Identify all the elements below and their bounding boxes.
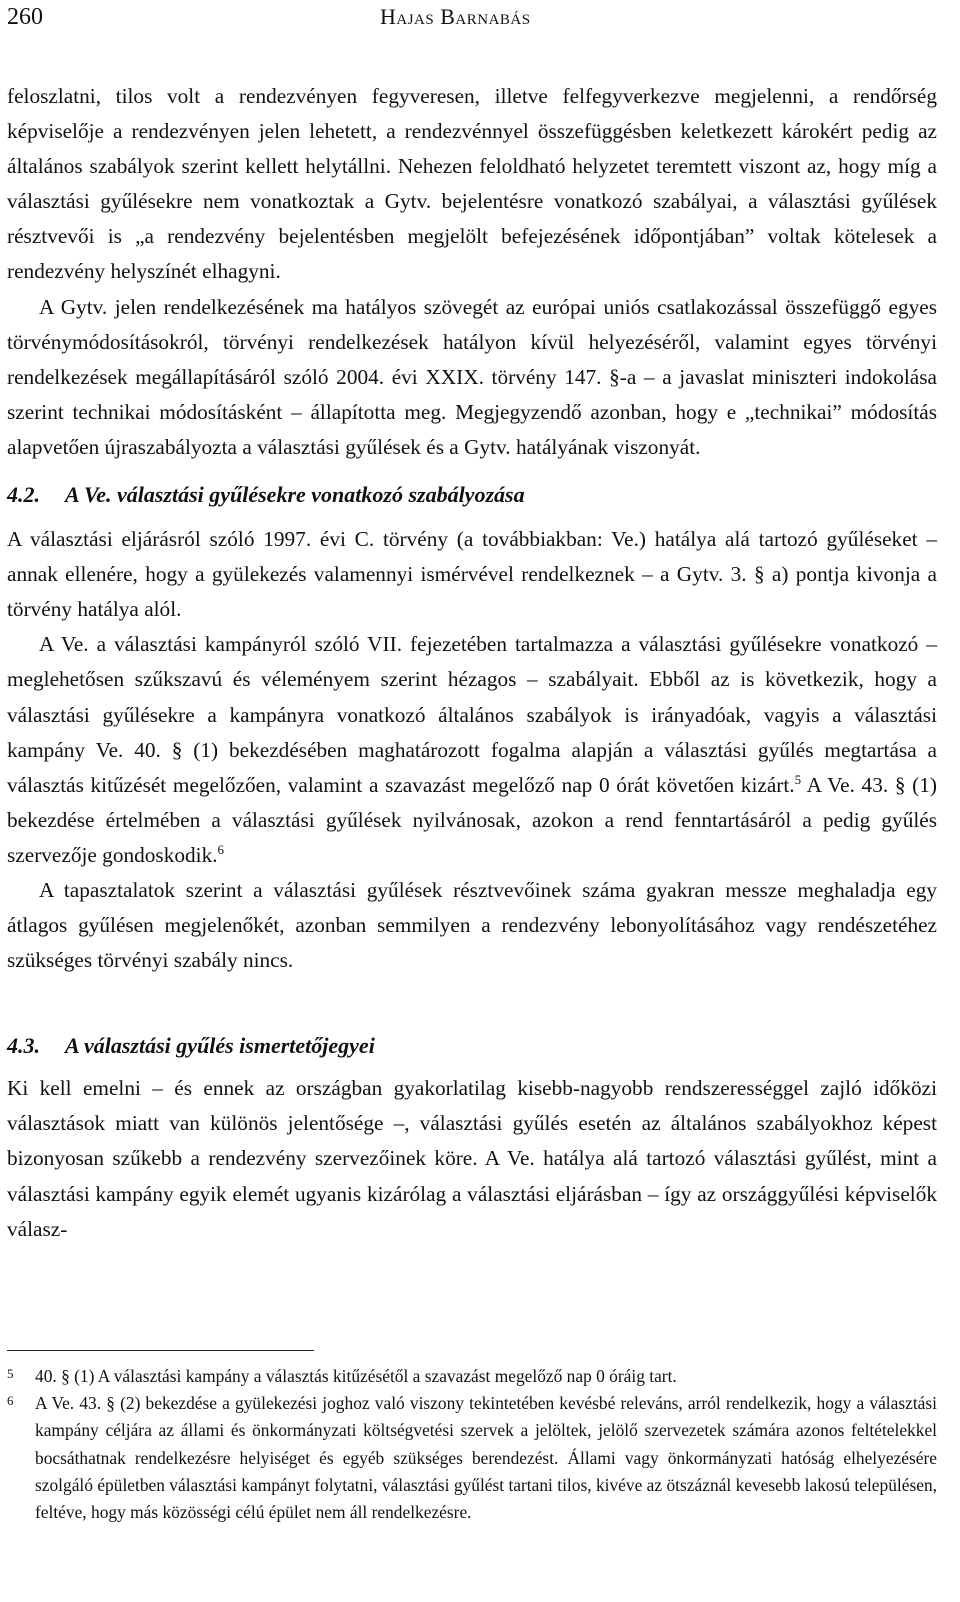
running-title: Hajas Barnabás: [380, 4, 531, 29]
paragraph-with-footnotes: [7, 627, 937, 873]
footnote-mark: 5: [7, 1366, 14, 1381]
footnote-5: [7, 1363, 937, 1390]
page-number: 260: [7, 4, 43, 30]
section-heading-4-3: [7, 1028, 937, 1063]
section-number: 4.3.: [7, 1033, 40, 1059]
paragraph: A választási eljárásról szóló 1997. évi C. törvény (a továbbiakban: Ve.) hatálya alá tartozó gyűléseket – annak ellenére, hogy a gyülekezés valamennyi ismérvével rendelkeznek – a Gytv. 3. § a) pontja kivonja a törvény hatálya alól.: [7, 527, 937, 622]
paragraph: A Gytv. jelen rendelkezésének ma hatályos szövegét az európai uniós csatlakozással összefüggő egyes törvénymódosításokról, törvényi rendelkezések hatályon kívül helyezéséről, valamint egyes törvényi rendelkezések megállapításáról szóló 2004. évi XXIX. törvény 147. §-a – a javaslat miniszteri indokolása szerint technikai módosításként – állapította meg. Megjegyzendő azonban, hogy e „technikai” módosítás alapvetően újraszabályozta a választási gyűlések és a Gytv. hatályának viszonyát.: [7, 294, 937, 459]
footnote-text: 40. § (1) A választási kampány a választás kitűzésétől a szavazást megelőző nap 0 óráig tart.: [35, 1366, 677, 1386]
footnotes: [7, 1350, 937, 1526]
footnote-ref-5[interactable]: 5: [794, 771, 802, 787]
paragraph-text: A Ve. 43. § (1) bekezdése értelmében a választási gyűlések nyilvánosak, azokon a rend fenntartásáról a pedig gyűlés szervezője gondoskodik.: [7, 772, 937, 867]
footnote-rule: [7, 1350, 314, 1351]
section-heading-4-2: [7, 477, 937, 512]
footnote-text: A Ve. 43. § (2) bekezdése a gyülekezési joghoz való viszony tekintetében kevésbé releváns, arról rendelkezik, hogy a választási kampány céljára az állami és önkormányzati költségvetési szervek a jelöltek, jelölő szervezetek számára azonos feltételekkel bocsáthatnak rendelkezésre helyiséget és egyéb szükséges berendezést. Állami vagy önkormányzati hatóság elhelyezésére szolgáló épületben választási kampányt folytatni, választási gyűlést tartani tilos, kivéve az ötszáznál kevesebb lakosú településen, feltéve, hogy más közösségi célú épület nem áll rendelkezésre.: [35, 1393, 937, 1523]
section-number: 4.2.: [7, 482, 40, 508]
paragraph: Ki kell emelni – és ennek az országban gyakorlatilag kisebb-nagyobb rendszerességgel zajló időközi választások miatt van különös jelentősége –, választási gyűlés esetén az általános szabályokhoz képest bizonyosan szűkebb a rendezvény szervezőinek köre. A Ve. hatálya alá tartozó választási gyűlést, mint a választási kampány egyik elemét ugyanis kizárólag a választási eljárásban – így az országgyűlési képviselők válasz-: [7, 1076, 937, 1241]
paragraph-text: A Ve. a választási kampányról szóló VII. fejezetében tartalmazza a választási gyűlésekre vonatkozó – meglehetősen szűkszavú és véleményem szerint hézagos – szabályait. Ebből az is következik, hogy a választási gyűlésekre a kampányra vonatkozó általános szabályok is irányadóak, vagyis a választási kampány Ve. 40. § (1) bekezdésében maghatározott fogalma alapján a választási gyűlés megtartása a választás kitűzését megelőzően, valamint a szavazást megelőző nap 0 órát követően kizárt.: [7, 632, 937, 797]
section-title: A választási gyűlés ismertetőjegyei: [65, 1033, 375, 1059]
section-title: A Ve. választási gyűlésekre vonatkozó szabályozása: [65, 482, 525, 508]
footnote-mark: 6: [7, 1393, 14, 1409]
footnote-ref-6[interactable]: 6: [217, 841, 225, 857]
running-head: [7, 4, 937, 34]
body-text: [7, 79, 937, 1247]
footnote-6: [7, 1390, 937, 1526]
paragraph-continued: feloszlatni, tilos volt a rendezvényen fegyveresen, illetve felfegyverkezve megjelenni, a rendőrség képviselője a rendezvényen jelen lehetett, a rendezvénnyel összefüggésben keletkezett károkért pedig az általános szabályok szerint kellett helytállni. Nehezen feloldható helyzetet teremtett viszont az, hogy míg a választási gyűlésekre nem vonatkoztak a Gytv. bejelentésre vonatkozó szabályai, a választási gyűlések résztvevői is „a rendezvény bejelentésben megjelölt befejezésének időpontjában” voltak kötelesek a rendezvény helyszínét elhagyni.: [7, 84, 937, 284]
paragraph: A tapasztalatok szerint a választási gyűlések résztvevőinek száma gyakran messze meghaladja egy átlagos gyűlésen megjelenőkét, azonban semmilyen a rendezvény lebonyolításához vagy rendészetéhez szükséges törvényi szabály nincs.: [7, 877, 937, 973]
